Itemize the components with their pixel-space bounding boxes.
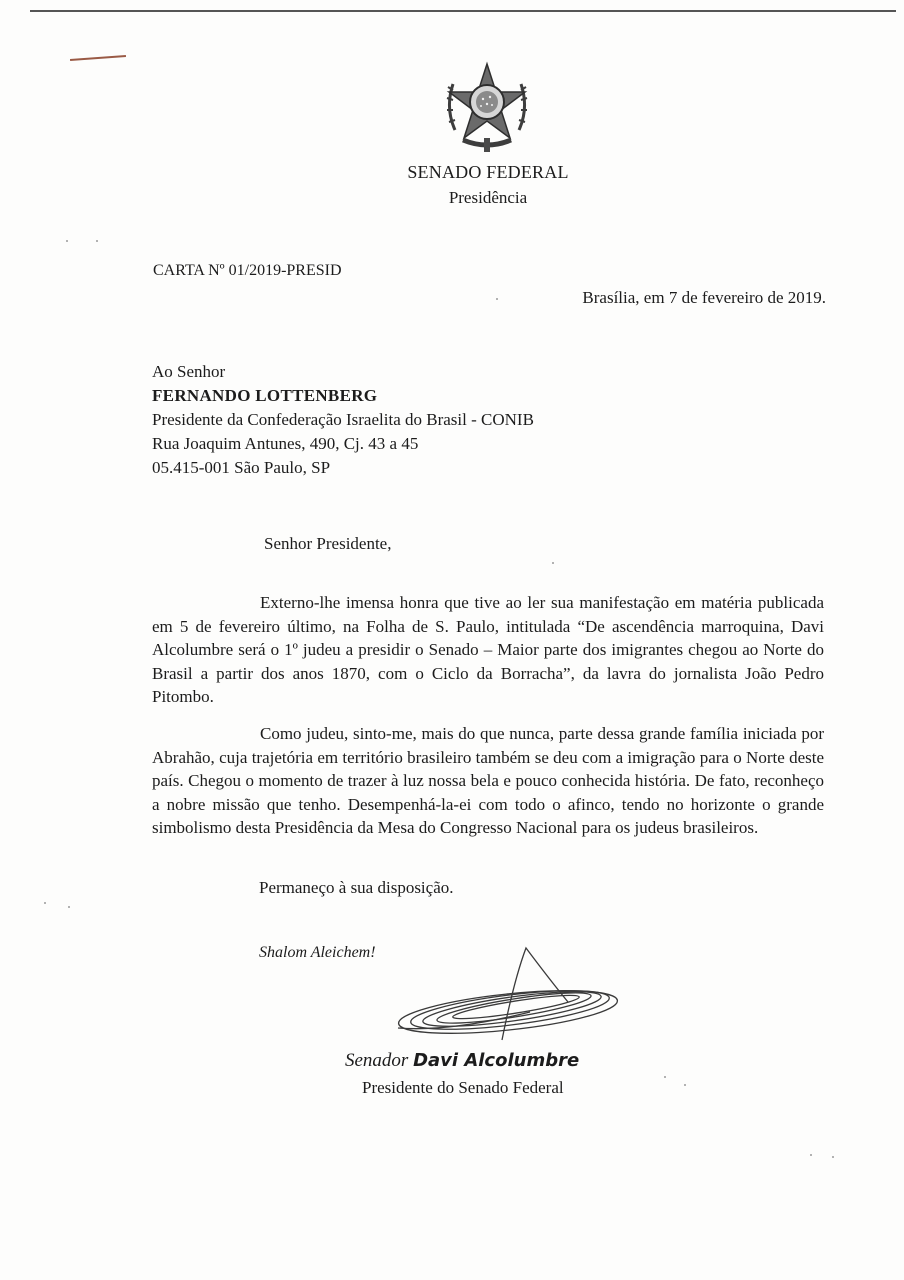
recipient-name: FERNANDO LOTTENBERG (152, 386, 378, 405)
scan-speck (832, 1156, 834, 1158)
date-line: Brasília, em 7 de fevereiro de 2019. (582, 288, 826, 307)
valediction: Shalom Aleichem! (259, 944, 376, 961)
recipient-block (152, 360, 534, 480)
scan-speck (810, 1154, 812, 1156)
coat-of-arms-icon (441, 60, 533, 156)
top-edge-rule (30, 10, 896, 12)
body-paragraph-2: Como judeu, sinto-me, mais do que nunca, parte dessa grande família iniciada por Abrahão, cuja trajetória em território brasileiro também se deu com a imigração para o Norte deste país. Chegou o momento de trazer à luz nossa bela e pouco conhecida história. De fato, reconheço a nobre missão que tenho. Desempenhá-la-ei com todo o afinco, tendo no horizonte o grande simbolismo desta Presidência da Mesa do Congresso Nacional para os judeus brasileiros. (152, 723, 824, 838)
letter-body (152, 591, 824, 853)
scan-speck (96, 240, 98, 242)
scan-speck (552, 562, 554, 564)
signatory-prefix: Senador (345, 1050, 409, 1071)
scan-speck (44, 902, 46, 904)
scan-speck (66, 240, 68, 242)
scan-speck (496, 298, 498, 300)
body-paragraph-1: Externo-lhe imensa honra que tive ao ler sua manifestação em matéria publicada em 5 de fevereiro último, na Folha de S. Paulo, intitulada “De ascendência marroquina, Davi Alcolumbre será o 1º judeu a presidir o Senado – Maior parte dos imigrantes chegou ao Norte do Brasil a partir dos anos 1870, com o Ciclo da Borracha”, da lavra do jornalista João Pedro Pitombo. (152, 593, 824, 707)
recipient-greeting-line: Ao Senhor (152, 362, 226, 381)
institution-name: SENADO FEDERAL (407, 162, 569, 182)
department-name: Presidência (448, 188, 528, 207)
scan-speck (68, 906, 70, 908)
signatory-title: Presidente do Senado Federal (362, 1078, 564, 1097)
recipient-role: Presidente da Confederação Israelita do Brasil - CONIB (152, 410, 534, 429)
handwritten-signature (390, 940, 620, 1050)
recipient-postal-city: 05.415-001 São Paulo, SP (152, 458, 331, 477)
scan-speck (684, 1084, 686, 1086)
letter-reference: CARTA Nº 01/2019-PRESID (153, 262, 342, 279)
signatory-name: Davi Alcolumbre (413, 1050, 580, 1071)
scan-speck (664, 1076, 666, 1078)
signatory-line (345, 1050, 645, 1072)
salutation: Senhor Presidente, (264, 534, 392, 553)
pen-mark (70, 55, 126, 61)
recipient-street: Rua Joaquim Antunes, 490, Cj. 43 a 45 (152, 434, 419, 453)
closing-line: Permaneço à sua disposição. (259, 878, 454, 897)
